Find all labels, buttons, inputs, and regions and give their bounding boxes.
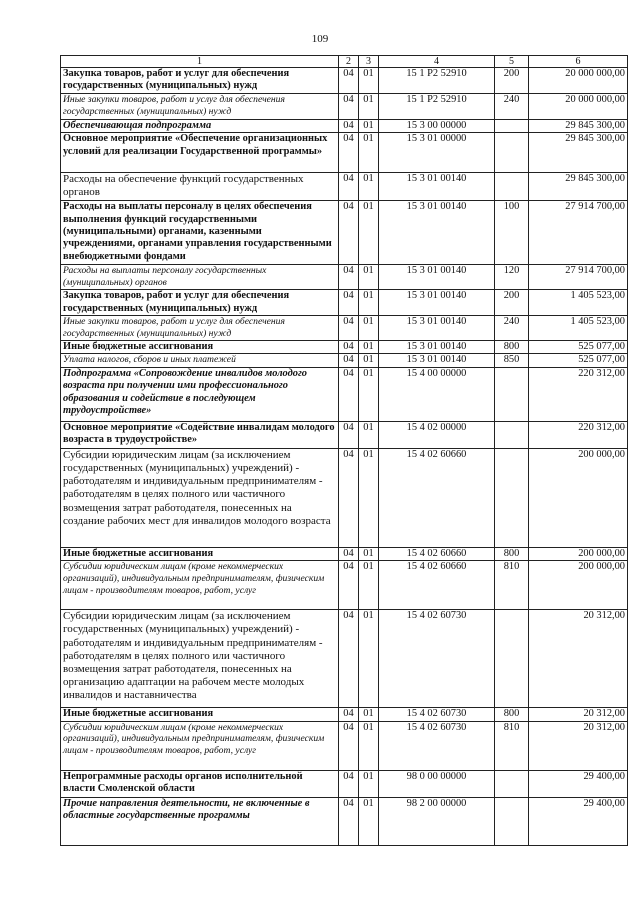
table-row bbox=[61, 610, 628, 708]
row-subsection-cell: 01 bbox=[359, 708, 379, 721]
row-subsection-cell: 01 bbox=[359, 770, 379, 797]
row-amount-cell: 220 312,00 bbox=[529, 421, 628, 448]
row-section-cell: 04 bbox=[339, 797, 359, 845]
header-row bbox=[61, 56, 628, 68]
row-target-item-cell: 15 4 02 60730 bbox=[379, 721, 495, 770]
row-target-item-cell: 15 1 Р2 52910 bbox=[379, 68, 495, 94]
row-target-item-cell: 15 4 02 00000 bbox=[379, 421, 495, 448]
row-subsection-cell: 01 bbox=[359, 133, 379, 173]
row-section-cell: 04 bbox=[339, 561, 359, 610]
row-expense-type-cell: 810 bbox=[495, 721, 529, 770]
header-col-6: 6 bbox=[529, 56, 628, 68]
row-amount-cell: 1 405 523,00 bbox=[529, 316, 628, 341]
row-expense-type-cell: 810 bbox=[495, 561, 529, 610]
row-section-cell: 04 bbox=[339, 316, 359, 341]
row-name-cell: Основное мероприятие «Обеспечение организационных условий для реализации Государственной программы» bbox=[61, 133, 339, 173]
row-target-item-cell: 98 0 00 00000 bbox=[379, 770, 495, 797]
row-expense-type-cell bbox=[495, 119, 529, 132]
header-col-1: 1 bbox=[61, 56, 339, 68]
row-expense-type-cell: 240 bbox=[495, 93, 529, 119]
row-expense-type-cell bbox=[495, 367, 529, 421]
row-name-cell: Субсидии юридическим лицам (кроме некоммерческих организаций), индивидуальным предпринимателям, физическим лицам - производителям товаров, работ, услуг bbox=[61, 721, 339, 770]
row-subsection-cell: 01 bbox=[359, 797, 379, 845]
table-row bbox=[61, 448, 628, 547]
header-col-4: 4 bbox=[379, 56, 495, 68]
row-target-item-cell: 98 2 00 00000 bbox=[379, 797, 495, 845]
row-section-cell: 04 bbox=[339, 119, 359, 132]
row-name-cell: Прочие направления деятельности, не включенные в областные государственные программы bbox=[61, 797, 339, 845]
row-expense-type-cell: 800 bbox=[495, 547, 529, 560]
row-amount-cell: 29 845 300,00 bbox=[529, 133, 628, 173]
table-row bbox=[61, 561, 628, 610]
row-target-item-cell: 15 4 02 60730 bbox=[379, 610, 495, 708]
table-body bbox=[61, 68, 628, 846]
table-row bbox=[61, 421, 628, 448]
row-amount-cell: 200 000,00 bbox=[529, 561, 628, 610]
row-target-item-cell: 15 4 02 60660 bbox=[379, 561, 495, 610]
row-section-cell: 04 bbox=[339, 708, 359, 721]
row-subsection-cell: 01 bbox=[359, 561, 379, 610]
row-amount-cell: 1 405 523,00 bbox=[529, 290, 628, 316]
row-target-item-cell: 15 3 01 00140 bbox=[379, 354, 495, 367]
row-name-cell: Субсидии юридическим лицам (кроме некоммерческих организаций), индивидуальным предпринимателям, физическим лицам - производителям товаров, работ, услуг bbox=[61, 561, 339, 610]
row-expense-type-cell: 800 bbox=[495, 708, 529, 721]
row-expense-type-cell: 100 bbox=[495, 201, 529, 265]
row-target-item-cell: 15 3 01 00000 bbox=[379, 133, 495, 173]
row-name-cell: Закупка товаров, работ и услуг для обеспечения государственных (муниципальных) нужд bbox=[61, 290, 339, 316]
row-subsection-cell: 01 bbox=[359, 93, 379, 119]
row-amount-cell: 27 914 700,00 bbox=[529, 265, 628, 290]
row-name-cell: Иные бюджетные ассигнования bbox=[61, 547, 339, 560]
row-target-item-cell: 15 3 00 00000 bbox=[379, 119, 495, 132]
row-amount-cell: 29 845 300,00 bbox=[529, 119, 628, 132]
row-name-cell: Иные бюджетные ассигнования bbox=[61, 708, 339, 721]
row-expense-type-cell: 850 bbox=[495, 354, 529, 367]
row-section-cell: 04 bbox=[339, 448, 359, 547]
row-amount-cell: 20 000 000,00 bbox=[529, 93, 628, 119]
row-amount-cell: 220 312,00 bbox=[529, 367, 628, 421]
table-row bbox=[61, 316, 628, 341]
page-number: 109 bbox=[311, 33, 329, 45]
table-row bbox=[61, 119, 628, 132]
row-expense-type-cell bbox=[495, 133, 529, 173]
header-col-5: 5 bbox=[495, 56, 529, 68]
row-expense-type-cell bbox=[495, 421, 529, 448]
row-name-cell: Обеспечивающая подпрограмма bbox=[61, 119, 339, 132]
row-expense-type-cell bbox=[495, 448, 529, 547]
row-name-cell: Иные закупки товаров, работ и услуг для обеспечения государственных (муниципальных) нужд bbox=[61, 316, 339, 341]
row-target-item-cell: 15 4 02 60660 bbox=[379, 547, 495, 560]
row-amount-cell: 525 077,00 bbox=[529, 354, 628, 367]
row-expense-type-cell: 200 bbox=[495, 68, 529, 94]
row-amount-cell: 20 312,00 bbox=[529, 721, 628, 770]
row-name-cell: Расходы на выплаты персоналу государственных (муниципальных) органов bbox=[61, 265, 339, 290]
row-section-cell: 04 bbox=[339, 354, 359, 367]
row-amount-cell: 20 312,00 bbox=[529, 708, 628, 721]
table-row bbox=[61, 797, 628, 845]
row-subsection-cell: 01 bbox=[359, 354, 379, 367]
row-amount-cell: 525 077,00 bbox=[529, 341, 628, 354]
row-amount-cell: 20 000 000,00 bbox=[529, 68, 628, 94]
row-target-item-cell: 15 3 01 00140 bbox=[379, 290, 495, 316]
row-name-cell: Уплата налогов, сборов и иных платежей bbox=[61, 354, 339, 367]
row-section-cell: 04 bbox=[339, 133, 359, 173]
table-header bbox=[61, 56, 628, 68]
row-subsection-cell: 01 bbox=[359, 421, 379, 448]
row-name-cell: Иные закупки товаров, работ и услуг для обеспечения государственных (муниципальных) нужд bbox=[61, 93, 339, 119]
row-subsection-cell: 01 bbox=[359, 341, 379, 354]
row-section-cell: 04 bbox=[339, 341, 359, 354]
row-target-item-cell: 15 3 01 00140 bbox=[379, 173, 495, 201]
row-name-cell: Расходы на обеспечение функций государственных органов bbox=[61, 173, 339, 201]
row-target-item-cell: 15 3 01 00140 bbox=[379, 316, 495, 341]
row-target-item-cell: 15 4 00 00000 bbox=[379, 367, 495, 421]
table-row bbox=[61, 341, 628, 354]
row-subsection-cell: 01 bbox=[359, 721, 379, 770]
row-name-cell: Иные бюджетные ассигнования bbox=[61, 341, 339, 354]
row-name-cell: Расходы на выплаты персоналу в целях обеспечения выполнения функций государственными (муниципальными) органами, казенными учреждениями, органами управления государственными внебюджетными фондами bbox=[61, 201, 339, 265]
row-name-cell: Основное мероприятие «Содействие инвалидам молодого возраста в трудоустройстве» bbox=[61, 421, 339, 448]
row-subsection-cell: 01 bbox=[359, 201, 379, 265]
row-amount-cell: 29 400,00 bbox=[529, 797, 628, 845]
row-section-cell: 04 bbox=[339, 610, 359, 708]
row-name-cell: Субсидии юридическим лицам (за исключением государственных (муниципальных) учреждений) - работодателям и индивидуальным предпринимателям - работодателям в целях полного или частичного возмещения затрат работодателя, понесенных на организацию адаптации на рабочем месте молодых инвалидов и наставничества bbox=[61, 610, 339, 708]
row-section-cell: 04 bbox=[339, 421, 359, 448]
row-subsection-cell: 01 bbox=[359, 610, 379, 708]
row-amount-cell: 200 000,00 bbox=[529, 547, 628, 560]
row-target-item-cell: 15 3 01 00140 bbox=[379, 201, 495, 265]
row-target-item-cell: 15 1 Р2 52910 bbox=[379, 93, 495, 119]
row-expense-type-cell: 120 bbox=[495, 265, 529, 290]
header-col-2: 2 bbox=[339, 56, 359, 68]
row-section-cell: 04 bbox=[339, 721, 359, 770]
row-expense-type-cell: 200 bbox=[495, 290, 529, 316]
row-amount-cell: 29 845 300,00 bbox=[529, 173, 628, 201]
row-section-cell: 04 bbox=[339, 547, 359, 560]
row-section-cell: 04 bbox=[339, 201, 359, 265]
table-row bbox=[61, 201, 628, 265]
row-expense-type-cell bbox=[495, 770, 529, 797]
table-row bbox=[61, 547, 628, 560]
row-subsection-cell: 01 bbox=[359, 316, 379, 341]
row-subsection-cell: 01 bbox=[359, 265, 379, 290]
row-amount-cell: 200 000,00 bbox=[529, 448, 628, 547]
row-subsection-cell: 01 bbox=[359, 290, 379, 316]
row-amount-cell: 29 400,00 bbox=[529, 770, 628, 797]
row-expense-type-cell bbox=[495, 173, 529, 201]
row-section-cell: 04 bbox=[339, 68, 359, 94]
row-section-cell: 04 bbox=[339, 367, 359, 421]
row-name-cell: Подпрограмма «Сопровождение инвалидов молодого возраста при получении ими профессионального образования и содействие в последующем трудоустройстве» bbox=[61, 367, 339, 421]
row-target-item-cell: 15 4 02 60660 bbox=[379, 448, 495, 547]
table-row bbox=[61, 354, 628, 367]
row-subsection-cell: 01 bbox=[359, 448, 379, 547]
table-row bbox=[61, 265, 628, 290]
table-row bbox=[61, 133, 628, 173]
table-row bbox=[61, 367, 628, 421]
table-row bbox=[61, 770, 628, 797]
row-target-item-cell: 15 3 01 00140 bbox=[379, 265, 495, 290]
row-expense-type-cell bbox=[495, 610, 529, 708]
row-target-item-cell: 15 3 01 00140 bbox=[379, 341, 495, 354]
row-subsection-cell: 01 bbox=[359, 119, 379, 132]
row-name-cell: Непрограммные расходы органов исполнительной власти Смоленской области bbox=[61, 770, 339, 797]
table-row bbox=[61, 721, 628, 770]
row-section-cell: 04 bbox=[339, 173, 359, 201]
row-target-item-cell: 15 4 02 60730 bbox=[379, 708, 495, 721]
row-subsection-cell: 01 bbox=[359, 547, 379, 560]
table-row bbox=[61, 173, 628, 201]
row-expense-type-cell: 800 bbox=[495, 341, 529, 354]
row-section-cell: 04 bbox=[339, 93, 359, 119]
header-col-3: 3 bbox=[359, 56, 379, 68]
row-name-cell: Субсидии юридическим лицам (за исключением государственных (муниципальных) учреждений) - работодателям и индивидуальным предпринимателям - работодателям в целях полного или частичного возмещения затрат работодателя, понесенных на создание рабочих мест для инвалидов молодого возраста bbox=[61, 448, 339, 547]
row-section-cell: 04 bbox=[339, 265, 359, 290]
row-section-cell: 04 bbox=[339, 290, 359, 316]
row-section-cell: 04 bbox=[339, 770, 359, 797]
row-amount-cell: 27 914 700,00 bbox=[529, 201, 628, 265]
row-expense-type-cell: 240 bbox=[495, 316, 529, 341]
row-expense-type-cell bbox=[495, 797, 529, 845]
row-name-cell: Закупка товаров, работ и услуг для обеспечения государственных (муниципальных) нужд bbox=[61, 68, 339, 94]
table-row bbox=[61, 93, 628, 119]
table-row bbox=[61, 290, 628, 316]
row-amount-cell: 20 312,00 bbox=[529, 610, 628, 708]
budget-table bbox=[60, 55, 628, 846]
row-subsection-cell: 01 bbox=[359, 68, 379, 94]
table-row bbox=[61, 68, 628, 94]
table-row bbox=[61, 708, 628, 721]
row-subsection-cell: 01 bbox=[359, 173, 379, 201]
row-subsection-cell: 01 bbox=[359, 367, 379, 421]
